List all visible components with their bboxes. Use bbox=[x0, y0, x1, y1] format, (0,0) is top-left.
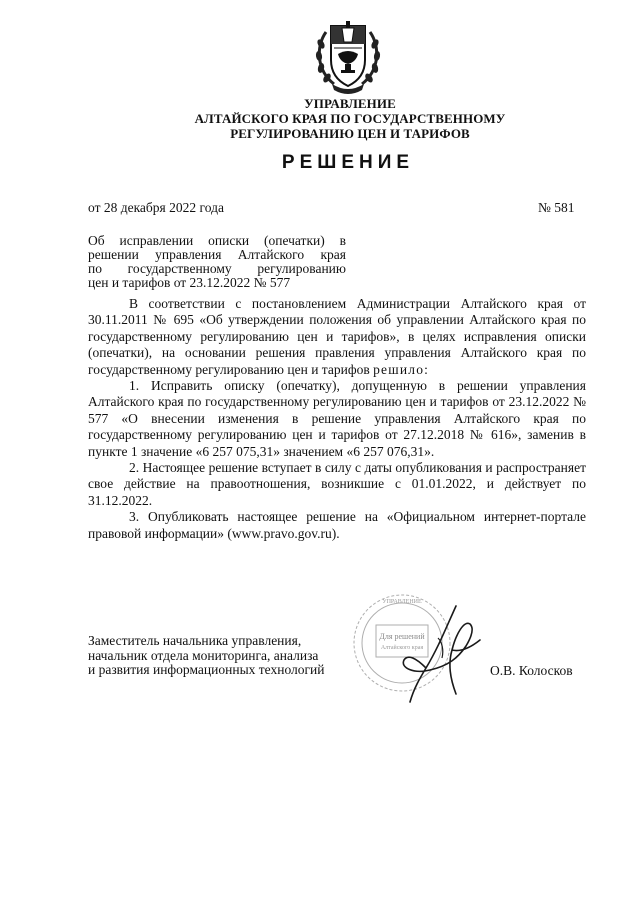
item-2-paragraph: 2. Настоящее решение вступает в силу с даты опубликования и распространяет свое действие на правоотношения, возникшие с 01.01.2022, и действует по 31.12.2022. bbox=[88, 460, 586, 508]
item-3-paragraph: 3. Опубликовать настоящее решение на «Официальном интернет-портале правовой информации» (www.pravo.gov.ru). bbox=[88, 509, 586, 541]
signer-position bbox=[88, 634, 358, 678]
subject-line-4: цен и тарифов от 23.12.2022 № 577 bbox=[88, 275, 291, 290]
signer-name: О.В. Колосков bbox=[490, 663, 573, 678]
decision-date: от 28 декабря 2022 года bbox=[88, 200, 224, 215]
item-1-paragraph: 1. Исправить описку (опечатку), допущенную в решении управления Алтайского края по государственному регулированию цен и тарифов от 23.12.2022 № 577 «О внесении изменения в решение управления Алтайского края по государственному регулированию цен и тарифов от 27.12.2018 № 616», заменив в пункте 1 значение «6 257 075,31» значением «6 257 076,31». bbox=[88, 378, 586, 459]
handwritten-signature-icon bbox=[396, 598, 496, 708]
signer-line-2: начальник отдела мониторинга, анализа bbox=[88, 647, 319, 663]
decision-number: № 581 bbox=[538, 200, 575, 215]
preamble-paragraph bbox=[88, 296, 586, 378]
agency-line-1: УПРАВЛЕНИЕ bbox=[304, 96, 396, 111]
agency-heading bbox=[150, 96, 550, 141]
decision-body bbox=[88, 296, 586, 542]
signer-line-1: Заместитель начальника управления, bbox=[88, 633, 302, 648]
agency-line-3: РЕГУЛИРОВАНИЮ ЦЕН И ТАРИФОВ bbox=[230, 126, 470, 141]
signer-line-3: и развития информационных технологий bbox=[88, 662, 325, 677]
svg-text:Алтайского края: Алтайского края bbox=[380, 645, 424, 651]
subject-line-3: по государственному регулированию bbox=[88, 261, 346, 276]
altai-krai-coat-of-arms-icon bbox=[312, 14, 384, 96]
document-title: РЕШЕНИЕ bbox=[281, 152, 415, 173]
subject-line-1: Об исправлении описки (опечатки) в bbox=[88, 233, 346, 248]
subject-block bbox=[88, 234, 346, 290]
preamble-text: В соответствии с постановлением Администрации Алтайского края от 30.11.2011 № 695 «Об утверждении положения об управлении Алтайского края по государственному регулированию цен и тарифов», в целях исправления описки (опечатки), на основании решения правления управления Алтайского края по государственному регулированию цен и тарифов bbox=[88, 296, 586, 377]
svg-text:УПРАВЛЕНИЕ: УПРАВЛЕНИЕ bbox=[382, 599, 422, 605]
svg-text:Для решений: Для решений bbox=[379, 632, 425, 641]
decided-word: решило: bbox=[373, 361, 430, 377]
agency-line-2: АЛТАЙСКОГО КРАЯ ПО ГОСУДАРСТВЕННОМУ bbox=[194, 111, 506, 126]
subject-line-2: решении управления Алтайского края bbox=[88, 247, 346, 262]
